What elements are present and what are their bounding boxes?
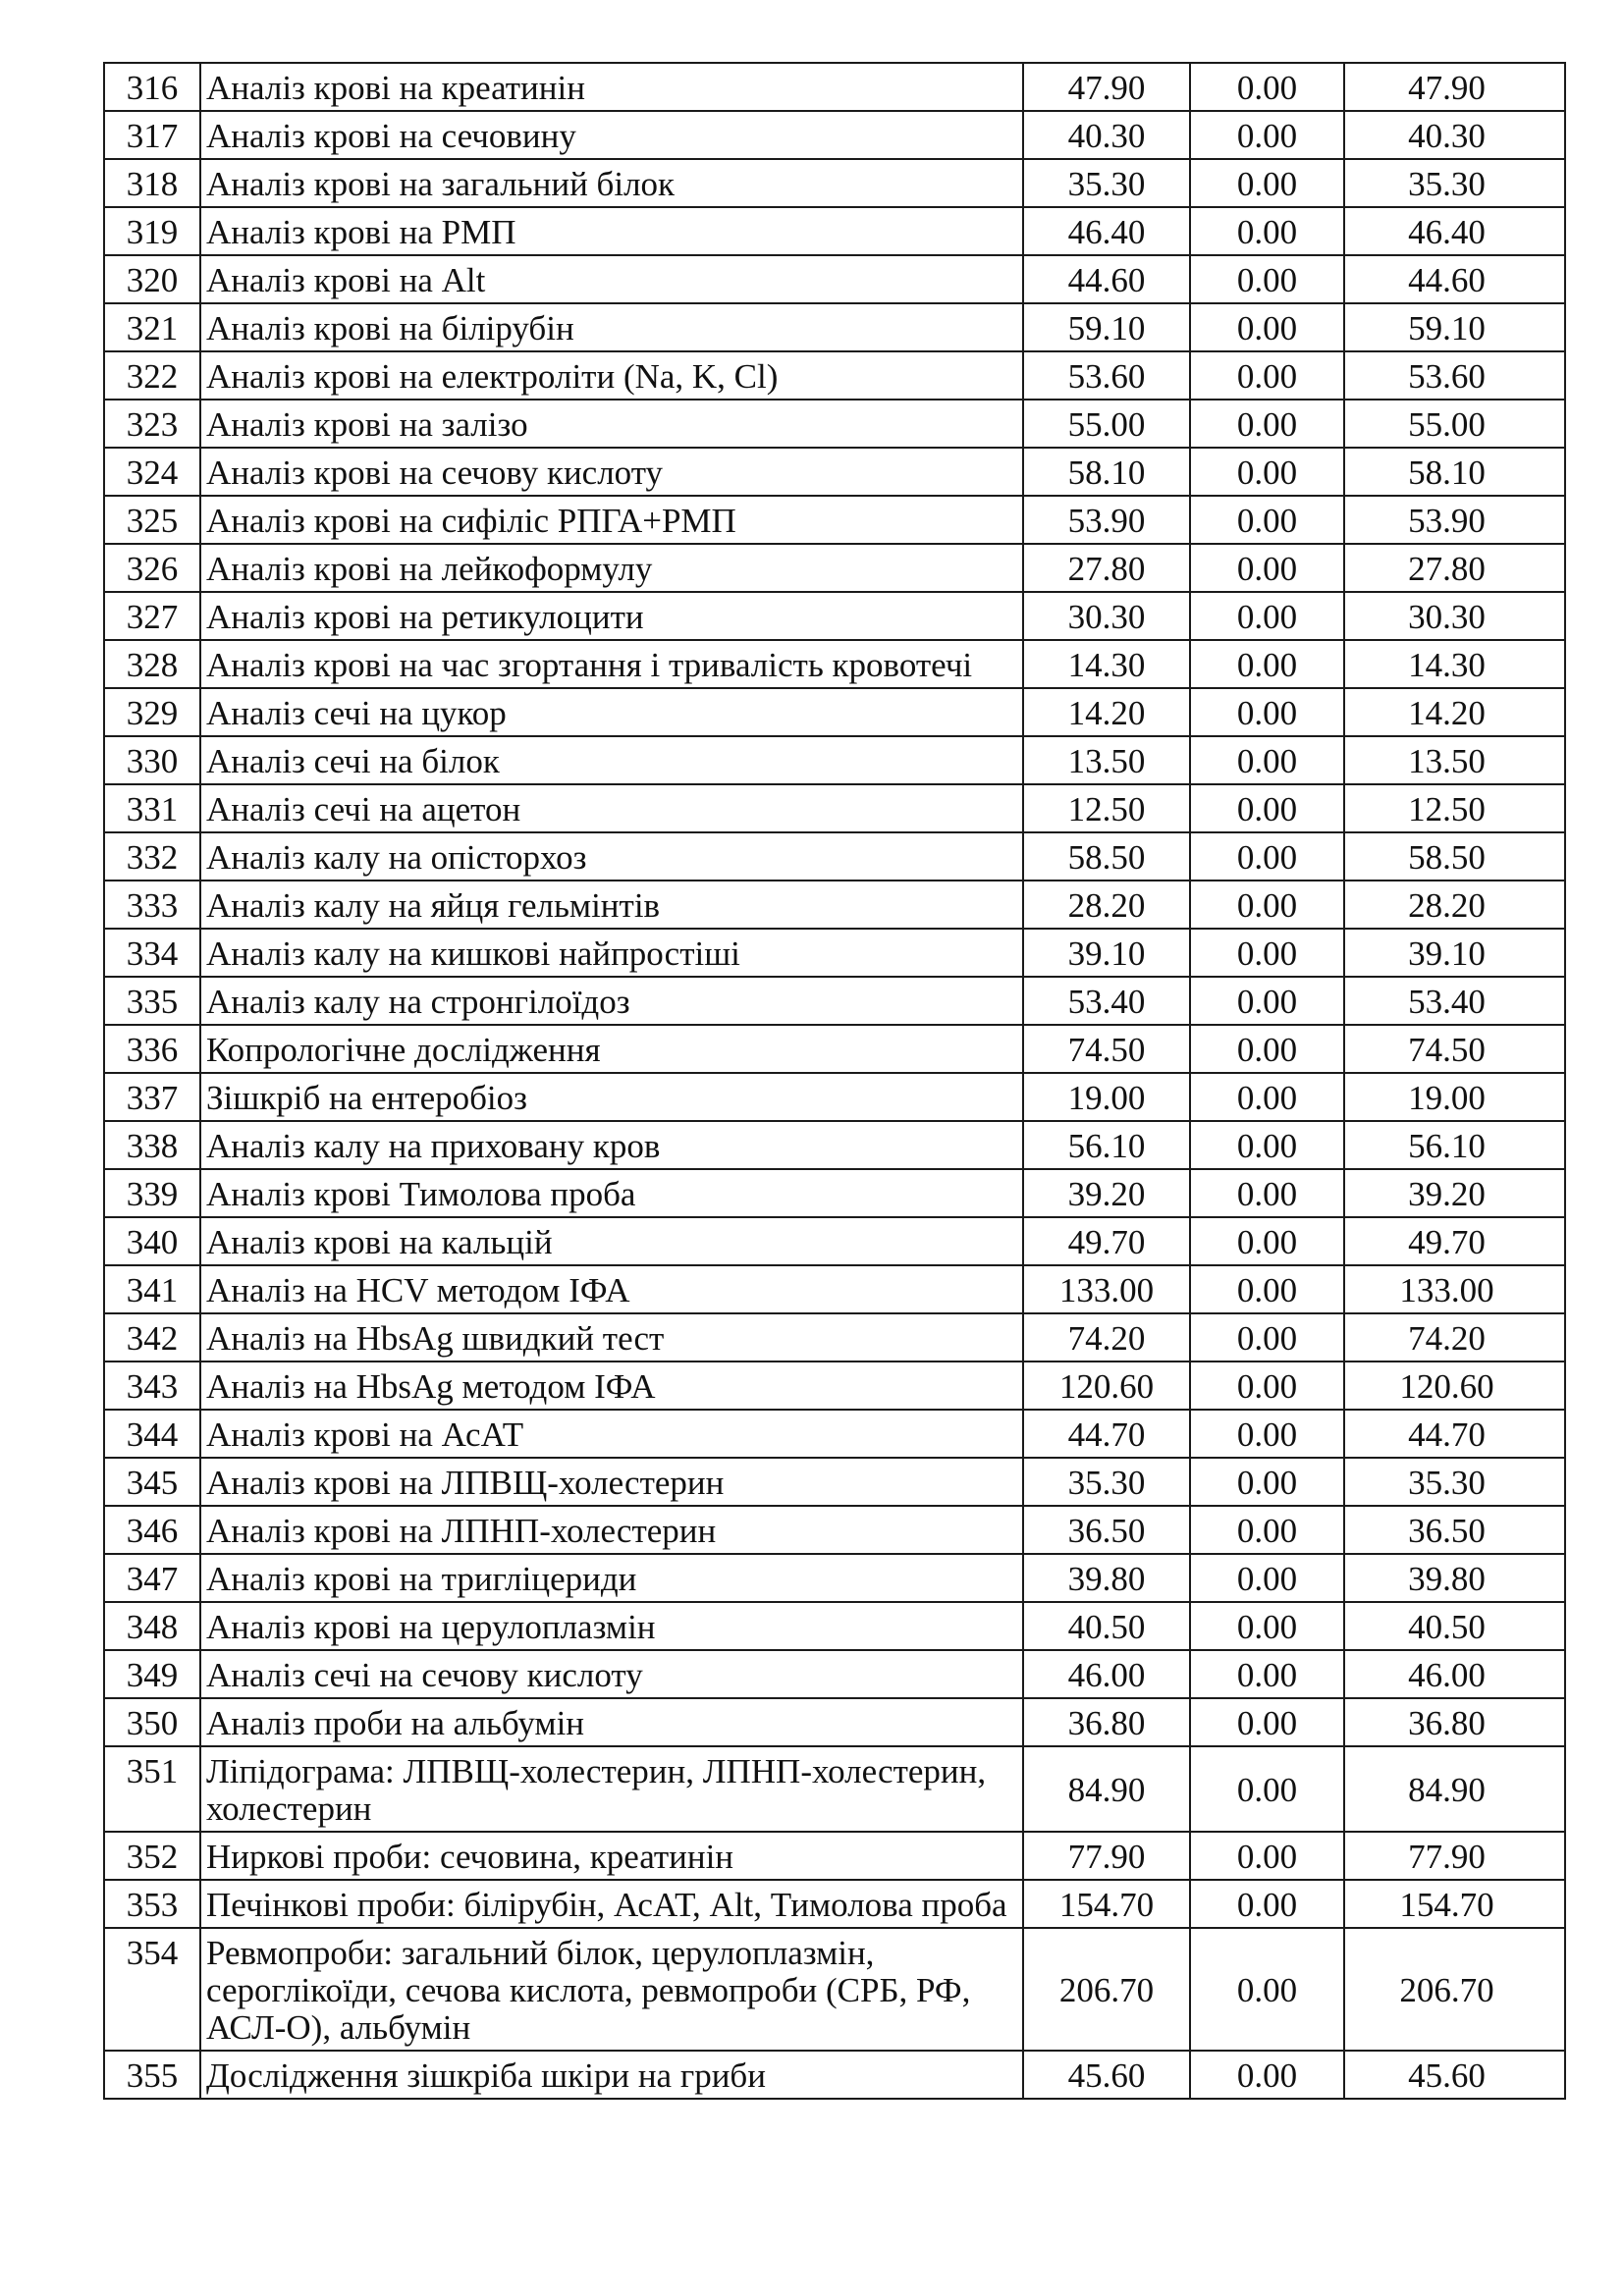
price-value: 49.70 [1023,1217,1190,1265]
service-name: Аналіз крові на час згортання і тривалість кровотечі [200,640,1023,688]
table-row [104,1313,1565,1362]
service-name: Аналіз сечі на білок [200,736,1023,784]
price-value: 13.50 [1023,736,1190,784]
table-row [104,1650,1565,1698]
row-number: 343 [104,1362,200,1410]
price-value: 40.30 [1023,111,1190,159]
service-name: Аналіз крові на загальний білок [200,159,1023,207]
total-value: 19.00 [1344,1073,1565,1121]
total-value: 40.30 [1344,111,1565,159]
table-row [104,1121,1565,1169]
service-name: Ліпідограма: ЛПВЩ-холестерин, ЛПНП-холестерин, холестерин [200,1746,1023,1832]
total-value: 77.90 [1344,1832,1565,1880]
row-number: 351 [104,1746,200,1832]
total-value: 30.30 [1344,592,1565,640]
discount-value: 0.00 [1190,592,1344,640]
service-name: Дослідження зішкріба шкіри на гриби [200,2051,1023,2099]
row-number: 350 [104,1698,200,1746]
table-row [104,159,1565,207]
total-value: 45.60 [1344,2051,1565,2099]
price-value: 14.30 [1023,640,1190,688]
table-row [104,881,1565,929]
row-number: 341 [104,1265,200,1313]
row-number: 352 [104,1832,200,1880]
discount-value: 0.00 [1190,1073,1344,1121]
row-number: 324 [104,448,200,496]
discount-value: 0.00 [1190,1746,1344,1832]
service-name: Аналіз на HCV методом ІФА [200,1265,1023,1313]
discount-value: 0.00 [1190,1928,1344,2051]
service-name: Аналіз сечі на ацетон [200,784,1023,832]
table-row [104,2051,1565,2099]
total-value: 206.70 [1344,1928,1565,2051]
discount-value: 0.00 [1190,1880,1344,1928]
price-value: 120.60 [1023,1362,1190,1410]
table-row [104,1265,1565,1313]
price-value: 12.50 [1023,784,1190,832]
row-number: 336 [104,1025,200,1073]
row-number: 331 [104,784,200,832]
total-value: 74.20 [1344,1313,1565,1362]
total-value: 40.50 [1344,1602,1565,1650]
row-number: 321 [104,303,200,351]
discount-value: 0.00 [1190,1169,1344,1217]
row-number: 335 [104,977,200,1025]
discount-value: 0.00 [1190,832,1344,881]
row-number: 320 [104,255,200,303]
discount-value: 0.00 [1190,1313,1344,1362]
row-number: 334 [104,929,200,977]
service-name: Аналіз крові на сечовину [200,111,1023,159]
table-row [104,1217,1565,1265]
service-name: Аналіз крові на тригліцериди [200,1554,1023,1602]
price-value: 74.50 [1023,1025,1190,1073]
table-row [104,929,1565,977]
total-value: 28.20 [1344,881,1565,929]
discount-value: 0.00 [1190,736,1344,784]
service-name: Аналіз калу на кишкові найпростіші [200,929,1023,977]
discount-value: 0.00 [1190,1265,1344,1313]
total-value: 39.10 [1344,929,1565,977]
service-name: Аналіз крові на креатинін [200,63,1023,111]
service-name: Аналіз крові Тимолова проба [200,1169,1023,1217]
price-value: 44.70 [1023,1410,1190,1458]
row-number: 346 [104,1506,200,1554]
total-value: 12.50 [1344,784,1565,832]
service-name: Аналіз сечі на сечову кислоту [200,1650,1023,1698]
price-value: 59.10 [1023,303,1190,351]
table-row [104,1458,1565,1506]
price-value: 77.90 [1023,1832,1190,1880]
table-row [104,1169,1565,1217]
price-value: 58.50 [1023,832,1190,881]
discount-value: 0.00 [1190,111,1344,159]
price-value: 39.20 [1023,1169,1190,1217]
price-value: 35.30 [1023,159,1190,207]
discount-value: 0.00 [1190,688,1344,736]
service-name: Аналіз калу на яйця гельмінтів [200,881,1023,929]
total-value: 74.50 [1344,1025,1565,1073]
price-value: 39.80 [1023,1554,1190,1602]
price-value: 46.40 [1023,207,1190,255]
table-row [104,351,1565,400]
row-number: 347 [104,1554,200,1602]
total-value: 39.20 [1344,1169,1565,1217]
table-row [104,1410,1565,1458]
discount-value: 0.00 [1190,255,1344,303]
row-number: 327 [104,592,200,640]
discount-value: 0.00 [1190,351,1344,400]
service-name: Аналіз крові на кальцій [200,1217,1023,1265]
price-value: 53.90 [1023,496,1190,544]
price-value: 58.10 [1023,448,1190,496]
price-value: 84.90 [1023,1746,1190,1832]
price-value: 39.10 [1023,929,1190,977]
table-row [104,1362,1565,1410]
service-name: Аналіз сечі на цукор [200,688,1023,736]
discount-value: 0.00 [1190,1650,1344,1698]
total-value: 53.40 [1344,977,1565,1025]
service-name: Аналіз крові на білірубін [200,303,1023,351]
price-value: 44.60 [1023,255,1190,303]
table-row [104,977,1565,1025]
row-number: 332 [104,832,200,881]
total-value: 47.90 [1344,63,1565,111]
table-row [104,832,1565,881]
service-name: Аналіз крові на АсАТ [200,1410,1023,1458]
total-value: 49.70 [1344,1217,1565,1265]
table-row [104,303,1565,351]
total-value: 58.50 [1344,832,1565,881]
discount-value: 0.00 [1190,1506,1344,1554]
total-value: 36.80 [1344,1698,1565,1746]
price-value: 56.10 [1023,1121,1190,1169]
discount-value: 0.00 [1190,1410,1344,1458]
service-name: Аналіз крові на електроліти (Na, K, Cl) [200,351,1023,400]
discount-value: 0.00 [1190,159,1344,207]
row-number: 355 [104,2051,200,2099]
row-number: 317 [104,111,200,159]
discount-value: 0.00 [1190,1602,1344,1650]
discount-value: 0.00 [1190,2051,1344,2099]
row-number: 349 [104,1650,200,1698]
table-row [104,1554,1565,1602]
service-name: Аналіз крові на РМП [200,207,1023,255]
price-value: 53.60 [1023,351,1190,400]
total-value: 44.60 [1344,255,1565,303]
total-value: 56.10 [1344,1121,1565,1169]
table-row [104,688,1565,736]
price-value: 19.00 [1023,1073,1190,1121]
service-name: Аналіз крові на церулоплазмін [200,1602,1023,1650]
table-row [104,1073,1565,1121]
total-value: 46.40 [1344,207,1565,255]
discount-value: 0.00 [1190,1554,1344,1602]
total-value: 120.60 [1344,1362,1565,1410]
total-value: 55.00 [1344,400,1565,448]
discount-value: 0.00 [1190,63,1344,111]
service-name: Аналіз крові на ЛПВЩ-холестерин [200,1458,1023,1506]
discount-value: 0.00 [1190,303,1344,351]
price-value: 30.30 [1023,592,1190,640]
price-value: 45.60 [1023,2051,1190,2099]
total-value: 53.90 [1344,496,1565,544]
table-row [104,1602,1565,1650]
service-name: Аналіз крові на залізо [200,400,1023,448]
price-value: 47.90 [1023,63,1190,111]
table-row [104,784,1565,832]
row-number: 318 [104,159,200,207]
discount-value: 0.00 [1190,400,1344,448]
row-number: 322 [104,351,200,400]
total-value: 84.90 [1344,1746,1565,1832]
row-number: 333 [104,881,200,929]
table-row [104,640,1565,688]
discount-value: 0.00 [1190,640,1344,688]
table-row [104,1832,1565,1880]
discount-value: 0.00 [1190,1832,1344,1880]
discount-value: 0.00 [1190,1121,1344,1169]
table-row [104,1746,1565,1832]
price-value: 40.50 [1023,1602,1190,1650]
service-name: Аналіз калу на стронгілоїдоз [200,977,1023,1025]
table-row [104,1928,1565,2051]
total-value: 133.00 [1344,1265,1565,1313]
total-value: 58.10 [1344,448,1565,496]
row-number: 348 [104,1602,200,1650]
row-number: 344 [104,1410,200,1458]
row-number: 323 [104,400,200,448]
row-number: 338 [104,1121,200,1169]
row-number: 330 [104,736,200,784]
price-value: 206.70 [1023,1928,1190,2051]
service-name: Аналіз на HbsAg методом ІФА [200,1362,1023,1410]
table-row [104,1506,1565,1554]
table-row [104,111,1565,159]
total-value: 27.80 [1344,544,1565,592]
service-name: Копрологічне дослідження [200,1025,1023,1073]
service-name: Аналіз проби на альбумін [200,1698,1023,1746]
row-number: 345 [104,1458,200,1506]
service-name: Аналіз крові на сечову кислоту [200,448,1023,496]
price-value: 28.20 [1023,881,1190,929]
row-number: 329 [104,688,200,736]
table-row [104,448,1565,496]
table-row [104,496,1565,544]
service-name: Аналіз калу на опісторхоз [200,832,1023,881]
table-row [104,1698,1565,1746]
price-value: 53.40 [1023,977,1190,1025]
total-value: 13.50 [1344,736,1565,784]
row-number: 319 [104,207,200,255]
discount-value: 0.00 [1190,1362,1344,1410]
price-table-body [104,63,1565,2099]
price-value: 36.80 [1023,1698,1190,1746]
total-value: 35.30 [1344,1458,1565,1506]
table-row [104,400,1565,448]
discount-value: 0.00 [1190,784,1344,832]
row-number: 353 [104,1880,200,1928]
total-value: 39.80 [1344,1554,1565,1602]
service-name: Аналіз на HbsAg швидкий тест [200,1313,1023,1362]
discount-value: 0.00 [1190,929,1344,977]
total-value: 44.70 [1344,1410,1565,1458]
total-value: 46.00 [1344,1650,1565,1698]
price-value: 35.30 [1023,1458,1190,1506]
discount-value: 0.00 [1190,1025,1344,1073]
row-number: 326 [104,544,200,592]
service-name: Аналіз крові на лейкоформулу [200,544,1023,592]
price-value: 133.00 [1023,1265,1190,1313]
discount-value: 0.00 [1190,496,1344,544]
discount-value: 0.00 [1190,1698,1344,1746]
price-value: 55.00 [1023,400,1190,448]
price-value: 36.50 [1023,1506,1190,1554]
total-value: 53.60 [1344,351,1565,400]
discount-value: 0.00 [1190,207,1344,255]
table-row [104,544,1565,592]
table-row [104,736,1565,784]
service-name: Аналіз крові на Alt [200,255,1023,303]
price-table [103,62,1566,2100]
row-number: 340 [104,1217,200,1265]
row-number: 354 [104,1928,200,2051]
row-number: 339 [104,1169,200,1217]
service-name: Аналіз крові на ЛПНП-холестерин [200,1506,1023,1554]
discount-value: 0.00 [1190,448,1344,496]
total-value: 35.30 [1344,159,1565,207]
price-value: 46.00 [1023,1650,1190,1698]
price-value: 154.70 [1023,1880,1190,1928]
row-number: 325 [104,496,200,544]
service-name: Аналіз крові на ретикулоцити [200,592,1023,640]
price-value: 27.80 [1023,544,1190,592]
total-value: 14.20 [1344,688,1565,736]
service-name: Ревмопроби: загальний білок, церулоплазмін, сероглікоїди, сечова кислота, ревмопроби (СРБ, РФ, АСЛ-О), альбумін [200,1928,1023,2051]
discount-value: 0.00 [1190,977,1344,1025]
service-name: Ниркові проби: сечовина, креатинін [200,1832,1023,1880]
total-value: 154.70 [1344,1880,1565,1928]
price-value: 74.20 [1023,1313,1190,1362]
table-row [104,592,1565,640]
price-value: 14.20 [1023,688,1190,736]
total-value: 14.30 [1344,640,1565,688]
table-row [104,207,1565,255]
discount-value: 0.00 [1190,881,1344,929]
total-value: 36.50 [1344,1506,1565,1554]
service-name: Печінкові проби: білірубін, АсАТ, Alt, Тимолова проба [200,1880,1023,1928]
discount-value: 0.00 [1190,544,1344,592]
row-number: 342 [104,1313,200,1362]
discount-value: 0.00 [1190,1458,1344,1506]
service-name: Аналіз крові на сифіліс РПГА+РМП [200,496,1023,544]
row-number: 328 [104,640,200,688]
total-value: 59.10 [1344,303,1565,351]
table-row [104,255,1565,303]
discount-value: 0.00 [1190,1217,1344,1265]
table-row [104,1880,1565,1928]
table-row [104,1025,1565,1073]
table-row [104,63,1565,111]
row-number: 316 [104,63,200,111]
service-name: Зішкріб на ентеробіоз [200,1073,1023,1121]
row-number: 337 [104,1073,200,1121]
service-name: Аналіз калу на приховану кров [200,1121,1023,1169]
